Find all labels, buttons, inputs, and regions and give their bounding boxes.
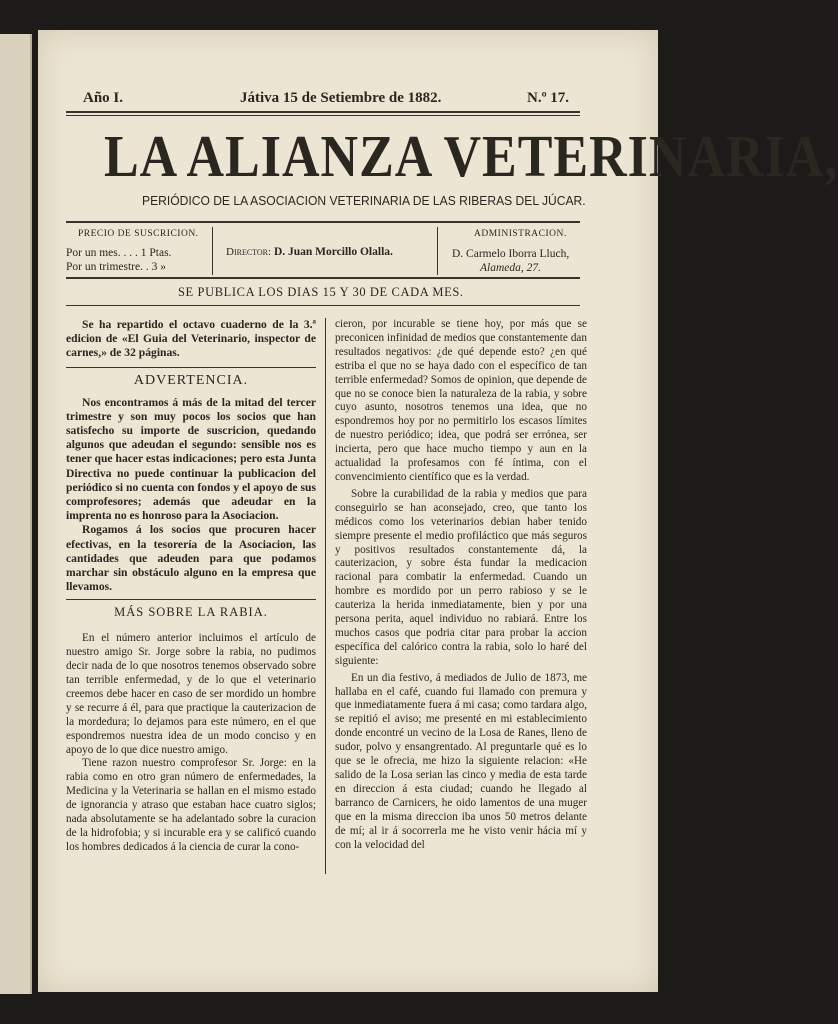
masthead-subtitle: PERIÓDICO DE LA ASOCIACION VETERINARIA DE LAS RIBERAS DEL JÚCAR. — [142, 193, 586, 208]
rabia-heading: MÁS SOBRE LA RABIA. — [114, 605, 268, 620]
info-top-rule — [66, 221, 580, 223]
price-quarter: Por un trimestre. . 3 » — [66, 261, 166, 273]
director-name: D. Juan Morcillo Olalla. — [273, 246, 393, 258]
advertencia-paragraph-2: Rogamos á los socios que procuren hacer efectivas, en la tesorería de la Asociacion, las cantidades que adeuden para que podamos marchar sin obstáculo alguno en la empresa que llevamos. — [66, 523, 316, 594]
advertencia-heading: ADVERTENCIA. — [133, 372, 249, 388]
top-rule — [66, 111, 580, 113]
publication-note: SE PUBLICA LOS DIAS 15 Y 30 DE CADA MES. — [178, 285, 464, 299]
advertencia-rule — [66, 599, 316, 600]
notice-rule — [66, 367, 316, 368]
dateline: Játiva 15 de Setiembre de 1882. — [240, 90, 442, 106]
director-line — [226, 245, 393, 259]
admin-heading: ADMINISTRACION. — [474, 229, 567, 239]
right-paragraph-3: En un dia festivo, á mediados de Julio de 1873, me hallaba en el café, cuando fui llamado con premura y que inmediatamente fuera á mi casa; como tardara algo, se repitió el aviso; me presenté en mi establecimiento donde encontré un vecino de la Losa de Ranes, lleno de sudor, polvo y ensangrentado. Al preguntarle qué es lo que se le ofrecia, me hizo la siguiente relacion: «He salido de la Losa serian las cinco y media de esta tarde en direccion á esta ciudad; cuando he llegado al barranco de Carnicers, he oido lamentos de una muger que en la misma direccion iba unos 50 metros delante de mí; al ir á socorrerla me he visto venir hácia mí y con la velocidad del — [335, 671, 587, 851]
note-bottom-rule — [66, 305, 580, 306]
rabia-paragraph-1: En el número anterior incluimos el artículo de nuestro amigo Sr. Jorge sobre la rabia, no pudimos decir nada de lo que nosotros tenemos observado sobre tan terrible enfermedad, y de lo que el veterinario creemos debe hacer en caso de ser mordido un hombre y se recurre á él, para que practique la cauterizacion de la mordedura; lo dejamos para este número, en el que espondremos nuestra idea de un modo conciso y en apoyo de lo que dice nuestro amigo. — [66, 632, 316, 756]
issue-number: N.º 17. — [527, 90, 570, 106]
info-divider-right — [437, 227, 438, 275]
price-month: Por un mes. . . . 1 Ptas. — [66, 247, 172, 259]
top-rule-thin — [66, 115, 580, 116]
advertencia-paragraph-1: Nos encontramos á más de la mitad del tercer trimestre y son muy pocos los socios que han satisfecho su importe de suscricion, quedando algunos que adeudan el segundo: sensible nos es tener que hacer estas indicaciones; pero esta Junta Directiva no puede continuar la publicacion del periódico si no cuenta con fondos y el apoyo de sus comprofesores; además que adeudar en la imprenta no es honroso para la Asociacion. — [66, 395, 316, 523]
rabia-paragraph-2: Tiene razon nuestro comprofesor Sr. Jorge: en la rabia como en otro gran número de enfermedades, la Medicina y la Veterinaria se hallan en el mismo estado de ignorancia y atraso que estaban hace cuatro siglos; nada absolutamente se ha adelantado sobre la curacion de la hidrofobia; y si incurable era y se calificó cuando los hombres dedicados á la ciencia de curar la cono- — [66, 757, 316, 853]
admin-name: D. Carmelo Iborra Lluch, — [452, 248, 570, 260]
column-divider — [325, 318, 326, 874]
admin-address: Alameda, 27. — [480, 262, 542, 274]
right-paragraph-2: Sobre la curabilidad de la rabia y medios que para conseguirlo se han aconsejado, creo, que tanto los médicos como los veterinarios debian haber tenido siempre presente el medio profiláctico que más seguros y positivos resultados constantemente dá, la cauterizacion, y sobre ésta fundar la medicacion racional para combatir la enfermedad. Cuando un hombre es mordido por un perro rabioso y se le cauteriza la herida inmediatamente, bien y por una persona perita, aquel individuo no rabiará. Entre los muchos casos que podria citar para probar la accion específica del calórico contra la rabia, solo lo haré del siguiente: — [335, 487, 587, 667]
right-paragraph-1: cieron, por incurable se tiene hoy, por más que se preconicen infinidad de medios que constantemente dan resultados negativos: ¿de qué depende esto? ¿en qué estriba el que no se haya dado con el específico de tan terrible enfermedad? Somos de opinion, que depende de que no se conoce bien la naturaleza de la rabia, y sobre cuyo asunto, nosotros tenemos una idea, que no espondremos hoy por no permitirlo los escasos límites de nuestro periódico; idea, que podrá ser errónea, ser incierta, pero que hace mucho tiempo y aun en la actualidad la profesamos con fé íntima, con el convencimiento científico que es la verdad. — [335, 318, 587, 483]
masthead-title: LA ALIANZA VETERINARIA, — [104, 124, 838, 190]
director-label: Director: — [226, 246, 272, 258]
info-bottom-rule — [66, 277, 580, 279]
info-divider-left — [212, 227, 213, 275]
book-spine — [0, 34, 32, 994]
left-column — [66, 318, 316, 855]
right-column — [335, 318, 587, 852]
year-label: Año I. — [83, 90, 124, 106]
suscription-notice: Se ha repartido el octavo cuaderno de la 3.ª edicion de «El Guia del Veterinario, inspector de carnes,» de 32 páginas. — [66, 318, 316, 360]
price-heading: PRECIO DE SUSCRICION. — [78, 229, 199, 239]
